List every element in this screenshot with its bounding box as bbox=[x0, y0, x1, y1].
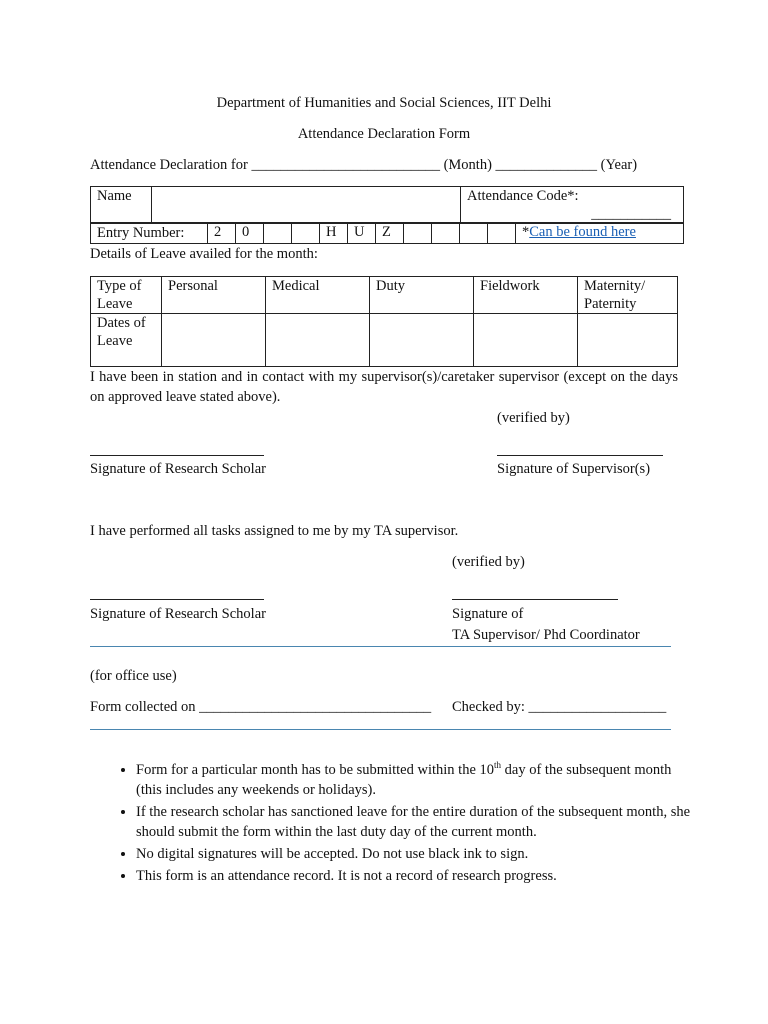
entry-number-label: Entry Number: bbox=[91, 223, 208, 244]
list-item: • Form for a particular month has to be submitted within the 10th day of the subsequent month (this includes any weekends or holidays). bbox=[136, 760, 696, 800]
leave-date-cell[interactable] bbox=[578, 314, 678, 367]
name-label: Name bbox=[91, 187, 152, 224]
list-item: • If the research scholar has sanctioned leave for the entire duration of the subsequent month, she should submit the form within the last duty day of the current month. bbox=[136, 802, 696, 842]
ta-signature-line[interactable] bbox=[452, 599, 618, 600]
instructions-list bbox=[108, 760, 696, 888]
entry-cell[interactable]: Z bbox=[376, 223, 404, 244]
leave-type-header: Duty bbox=[370, 277, 474, 314]
year-field[interactable]: ______________ bbox=[495, 157, 598, 173]
section-divider bbox=[90, 729, 671, 730]
attendance-code-note bbox=[516, 223, 684, 244]
dates-of-leave-label: Dates of Leave bbox=[91, 314, 162, 367]
entry-cell[interactable]: 0 bbox=[236, 223, 264, 244]
attendance-code-link[interactable]: Can be found here bbox=[529, 224, 636, 240]
leave-date-cell[interactable] bbox=[474, 314, 578, 367]
name-field[interactable] bbox=[152, 187, 461, 224]
leave-date-cell[interactable] bbox=[266, 314, 370, 367]
note-asterisk: * bbox=[522, 224, 530, 240]
attendance-code-label: Attendance Code*: bbox=[467, 188, 579, 204]
leave-date-cell[interactable] bbox=[370, 314, 474, 367]
entry-cell[interactable] bbox=[264, 223, 292, 244]
checked-by-label: Checked by: bbox=[452, 699, 525, 715]
checked-by-field[interactable]: ___________________ bbox=[528, 699, 667, 715]
entry-number-table bbox=[90, 222, 684, 244]
entry-cell[interactable] bbox=[488, 223, 516, 244]
leave-type-header: Maternity/ Paternity bbox=[578, 277, 678, 314]
entry-cell[interactable] bbox=[460, 223, 488, 244]
list-item: • No digital signatures will be accepted. Do not use black ink to sign. bbox=[136, 844, 696, 864]
month-field[interactable]: __________________________ bbox=[251, 157, 440, 173]
entry-cell[interactable]: U bbox=[348, 223, 376, 244]
leave-table bbox=[90, 276, 678, 367]
attendance-code-cell[interactable] bbox=[461, 187, 684, 224]
scholar-signature-line[interactable] bbox=[90, 455, 264, 456]
entry-cell[interactable] bbox=[404, 223, 432, 244]
leave-type-header: Medical bbox=[266, 277, 370, 314]
verified-by-label: (verified by) bbox=[497, 410, 570, 426]
entry-cell[interactable]: H bbox=[320, 223, 348, 244]
attendance-code-field[interactable]: ___________ bbox=[591, 206, 671, 222]
form-collected-label: Form collected on bbox=[90, 699, 196, 715]
identity-table bbox=[90, 186, 684, 224]
supervisor-signature-line[interactable] bbox=[497, 455, 663, 456]
scholar-signature-label: Signature of Research Scholar bbox=[90, 461, 266, 477]
ta-signature-label-1: Signature of bbox=[452, 606, 524, 622]
list-item: • This form is an attendance record. It is not a record of research progress. bbox=[136, 866, 696, 886]
verified-by-label: (verified by) bbox=[452, 554, 525, 570]
entry-cell[interactable]: 2 bbox=[208, 223, 236, 244]
year-label: (Year) bbox=[600, 157, 638, 173]
ta-statement: I have performed all tasks assigned to me by my TA supervisor. bbox=[90, 523, 459, 539]
leave-type-header: Fieldwork bbox=[474, 277, 578, 314]
scholar-signature-line[interactable] bbox=[90, 599, 264, 600]
section-divider bbox=[90, 646, 671, 647]
declaration-line bbox=[90, 156, 637, 174]
checked-by-line bbox=[452, 698, 666, 716]
leave-type-header: Personal bbox=[162, 277, 266, 314]
scholar-signature-label: Signature of Research Scholar bbox=[90, 606, 266, 622]
leave-date-cell[interactable] bbox=[162, 314, 266, 367]
ta-signature-label-2: TA Supervisor/ Phd Coordinator bbox=[452, 627, 640, 643]
form-collected-field[interactable]: ________________________________ bbox=[199, 699, 432, 715]
leave-heading: Details of Leave availed for the month: bbox=[90, 246, 318, 262]
form-title: Attendance Declaration Form bbox=[297, 126, 471, 142]
supervisor-signature-label: Signature of Supervisor(s) bbox=[497, 461, 651, 477]
type-of-leave-label: Type of Leave bbox=[91, 277, 162, 314]
office-use-line bbox=[90, 698, 431, 716]
month-label: (Month) bbox=[443, 157, 492, 173]
station-statement: I have been in station and in contact with my supervisor(s)/caretaker supervisor (except on the days on approved leave stated above). bbox=[90, 369, 678, 405]
declaration-label: Attendance Declaration for bbox=[90, 157, 248, 173]
entry-cell[interactable] bbox=[432, 223, 460, 244]
office-use-label: (for office use) bbox=[90, 668, 177, 684]
department-heading: Department of Humanities and Social Sciences, IIT Delhi bbox=[216, 95, 552, 111]
entry-cell[interactable] bbox=[292, 223, 320, 244]
